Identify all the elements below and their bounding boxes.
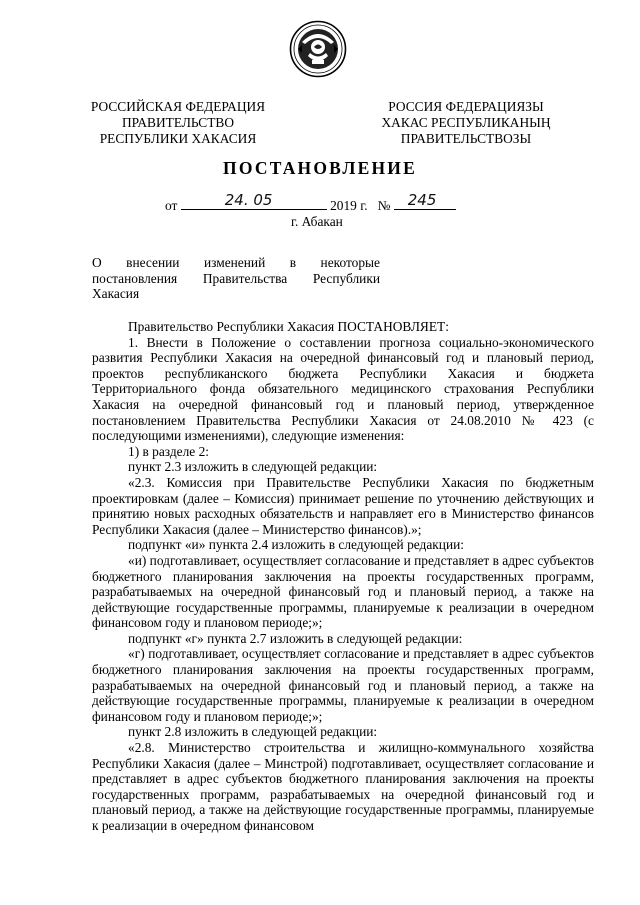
paragraph: 1. Внести в Положение о составлении прогноза социально-экономического развития Республики Хакасия на очередной финансовый год и плановый период, проектов республиканского бюджета Республики Хакасия и бюджета Территориального фонда обязательного медицинского страхования Республики Хакасия на очередной финансовый год и плановый период, утвержденное постановлением Правительства Республики Хакасия от 24.08.2010 № 423 (с последующими изменениями), следующие изменения:: [92, 334, 594, 444]
header-right-line-1: РОССИЯ ФЕДЕРАЦИЯЗЫ: [388, 99, 544, 114]
date-number-line: [165, 191, 456, 214]
subject-line-1: О внесении изменений в некоторые: [92, 255, 380, 270]
paragraph: пункт 2.3 изложить в следующей редакции:: [128, 459, 378, 475]
paragraph: Правительство Республики Хакасия ПОСТАНОВЛЯЕТ:: [128, 319, 449, 334]
subject-line-2: постановления Правительства Республики: [92, 270, 380, 286]
paragraph: пункт 2.8 изложить в следующей редакции:: [128, 724, 378, 740]
number-handwritten: 245: [407, 191, 437, 209]
document-title: ПОСТАНОВЛЕНИЕ: [223, 158, 417, 178]
date-handwritten: 24. 05: [224, 191, 273, 209]
header-left: [86, 99, 270, 147]
header-left-line-2: ПРАВИТЕЛЬСТВО: [121, 115, 234, 130]
header-right-line-2: ХАКАС РЕСПУБЛИКАНЫҢ: [381, 115, 551, 130]
paragraph: «2.8. Министерство строительства и жилищно-коммунального хозяйства Республики Хакасия (далее – Минстрой) подготавливает, осуществляет согласование и представляет в адрес субъектов бюджетного планирования заключения на проекты государственных программ, разрабатываемых на очередной финансовый год и плановый период, а также на действующие государственные программы, планируемые к реализации в очередном финансовом: [92, 740, 594, 833]
from-label: от: [165, 198, 178, 213]
paragraph: 1) в разделе 2:: [128, 443, 210, 459]
document-body: [92, 319, 594, 834]
header-right-line-3: ПРАВИТЕЛЬСТВОЗЫ: [400, 131, 532, 146]
document-subject: [92, 255, 380, 302]
paragraph: подпункт «и» пункта 2.4 изложить в следующей редакции:: [128, 537, 465, 553]
coat-of-arms-icon: [289, 20, 347, 78]
subject-line-3: Хакасия: [92, 286, 140, 301]
paragraph: «г) подготавливает, осуществляет согласование и представляет в адрес субъектов бюджетного планирования заключения на проекты государственных программ, разрабатываемых на очередной финансовый год и плановый период, а также на действующие государственные программы, планируемые к реализации в очередном финансовом году и плановом периоде;»;: [92, 646, 594, 724]
paragraph: подпункт «г» пункта 2.7 изложить в следующей редакции:: [128, 630, 463, 646]
header-left-line-3: РЕСПУБЛИКИ ХАКАСИЯ: [99, 131, 257, 146]
date-blank: [181, 191, 327, 210]
number-blank: [394, 191, 456, 210]
paragraph: «и) подготавливает, осуществляет согласование и представляет в адрес субъектов бюджетного планирования заключения на проекты государственных программ, разрабатываемых на очередной финансовый год и плановый период, а также на действующие государственные программы, планируемые к реализации в очередном финансовом году и плановом периоде;»;: [92, 552, 594, 631]
city: г. Абакан: [291, 214, 343, 229]
number-label: №: [377, 198, 391, 213]
header-right: [374, 99, 558, 147]
year-label: 2019 г.: [330, 198, 368, 213]
header-left-line-1: РОССИЙСКАЯ ФЕДЕРАЦИЯ: [90, 99, 266, 114]
paragraph: «2.3. Комиссия при Правительстве Республики Хакасия по бюджетным проектировкам (далее – Комиссия) принимает решение по уточнению действующих и принятию новых расходных обязательств и направляет его в Министерство финансов Республики Хакасия (далее – Министерство финансов).»;: [92, 474, 594, 537]
